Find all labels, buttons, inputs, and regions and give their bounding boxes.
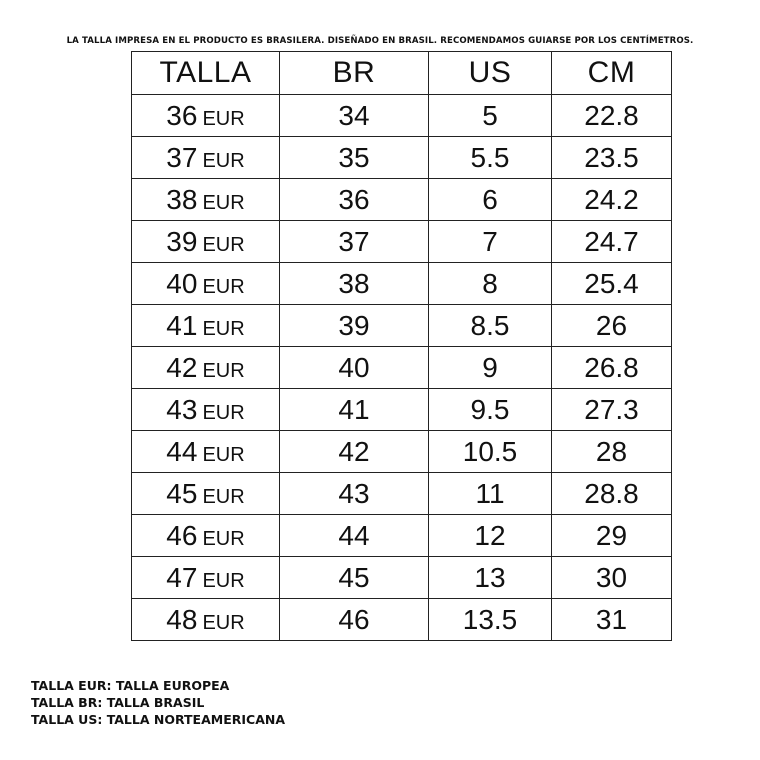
table-row — [132, 221, 672, 263]
talla-number: 46 — [166, 519, 198, 551]
cell-us: 5 — [429, 95, 552, 137]
talla-number: 42 — [166, 351, 198, 383]
size-chart-table — [131, 51, 672, 641]
table-row — [132, 179, 672, 221]
cell-us: 7 — [429, 221, 552, 263]
talla-unit: EUR — [202, 275, 245, 298]
talla-unit: EUR — [202, 569, 245, 592]
cell-br: 42 — [280, 431, 429, 473]
cell-us: 8 — [429, 263, 552, 305]
cell-br: 45 — [280, 557, 429, 599]
talla-number: 39 — [166, 225, 198, 257]
table-row — [132, 515, 672, 557]
cell-us: 13 — [429, 557, 552, 599]
talla-unit: EUR — [202, 107, 245, 130]
cell-br: 37 — [280, 221, 429, 263]
cell-us: 5.5 — [429, 137, 552, 179]
cell-us: 9.5 — [429, 389, 552, 431]
header-br: BR — [280, 52, 429, 95]
legend — [31, 677, 285, 728]
header-us: US — [429, 52, 552, 95]
cell-cm: 24.7 — [552, 221, 672, 263]
talla-number: 38 — [166, 183, 198, 215]
cell-cm: 25.4 — [552, 263, 672, 305]
top-note: LA TALLA IMPRESA EN EL PRODUCTO ES BRASILERA. DISEÑADO EN BRASIL. RECOMENDAMOS GUIARSE POR LOS CENTÍMETROS. — [66, 36, 694, 46]
cell-talla — [132, 431, 280, 473]
table-row — [132, 347, 672, 389]
talla-unit: EUR — [202, 317, 245, 340]
cell-cm: 26 — [552, 305, 672, 347]
cell-talla — [132, 557, 280, 599]
cell-cm: 30 — [552, 557, 672, 599]
header-cm: CM — [552, 52, 672, 95]
cell-br: 34 — [280, 95, 429, 137]
cell-br: 38 — [280, 263, 429, 305]
cell-us: 11 — [429, 473, 552, 515]
legend-line-br: TALLA BR: TALLA BRASIL — [31, 695, 205, 710]
cell-br: 40 — [280, 347, 429, 389]
cell-talla — [132, 137, 280, 179]
table-header-row — [132, 52, 672, 95]
talla-number: 47 — [166, 561, 198, 593]
talla-unit: EUR — [202, 443, 245, 466]
talla-unit: EUR — [202, 611, 245, 634]
cell-cm: 28 — [552, 431, 672, 473]
legend-line-us: TALLA US: TALLA NORTEAMERICANA — [31, 712, 286, 727]
table-row — [132, 473, 672, 515]
cell-cm: 29 — [552, 515, 672, 557]
talla-number: 43 — [166, 393, 198, 425]
cell-cm: 26.8 — [552, 347, 672, 389]
legend-line-eur: TALLA EUR: TALLA EUROPEA — [31, 678, 230, 693]
cell-br: 44 — [280, 515, 429, 557]
cell-us: 8.5 — [429, 305, 552, 347]
table-row — [132, 557, 672, 599]
table-row — [132, 137, 672, 179]
cell-br: 46 — [280, 599, 429, 641]
cell-br: 41 — [280, 389, 429, 431]
talla-unit: EUR — [202, 401, 245, 424]
talla-number: 44 — [166, 435, 198, 467]
cell-cm: 28.8 — [552, 473, 672, 515]
cell-talla — [132, 599, 280, 641]
cell-us: 13.5 — [429, 599, 552, 641]
cell-cm: 22.8 — [552, 95, 672, 137]
table-row — [132, 305, 672, 347]
cell-br: 39 — [280, 305, 429, 347]
cell-us: 12 — [429, 515, 552, 557]
cell-us: 10.5 — [429, 431, 552, 473]
cell-talla — [132, 389, 280, 431]
talla-unit: EUR — [202, 359, 245, 382]
cell-talla — [132, 263, 280, 305]
cell-br: 43 — [280, 473, 429, 515]
talla-unit: EUR — [202, 527, 245, 550]
cell-cm: 24.2 — [552, 179, 672, 221]
talla-number: 37 — [166, 141, 198, 173]
cell-talla — [132, 95, 280, 137]
talla-number: 45 — [166, 477, 198, 509]
cell-talla — [132, 347, 280, 389]
talla-unit: EUR — [202, 233, 245, 256]
cell-talla — [132, 515, 280, 557]
cell-talla — [132, 221, 280, 263]
talla-number: 41 — [166, 309, 198, 341]
table-row — [132, 599, 672, 641]
header-talla: TALLA — [132, 52, 280, 95]
table-row — [132, 95, 672, 137]
cell-br: 35 — [280, 137, 429, 179]
cell-talla — [132, 473, 280, 515]
table-row — [132, 431, 672, 473]
table-row — [132, 389, 672, 431]
talla-unit: EUR — [202, 149, 245, 172]
cell-us: 9 — [429, 347, 552, 389]
cell-talla — [132, 305, 280, 347]
talla-number: 40 — [166, 267, 198, 299]
cell-cm: 23.5 — [552, 137, 672, 179]
cell-cm: 27.3 — [552, 389, 672, 431]
talla-number: 48 — [166, 603, 198, 635]
cell-talla — [132, 179, 280, 221]
talla-number: 36 — [166, 99, 198, 131]
talla-unit: EUR — [202, 191, 245, 214]
cell-us: 6 — [429, 179, 552, 221]
table-body — [132, 95, 672, 641]
cell-cm: 31 — [552, 599, 672, 641]
table-row — [132, 263, 672, 305]
cell-br: 36 — [280, 179, 429, 221]
talla-unit: EUR — [202, 485, 245, 508]
